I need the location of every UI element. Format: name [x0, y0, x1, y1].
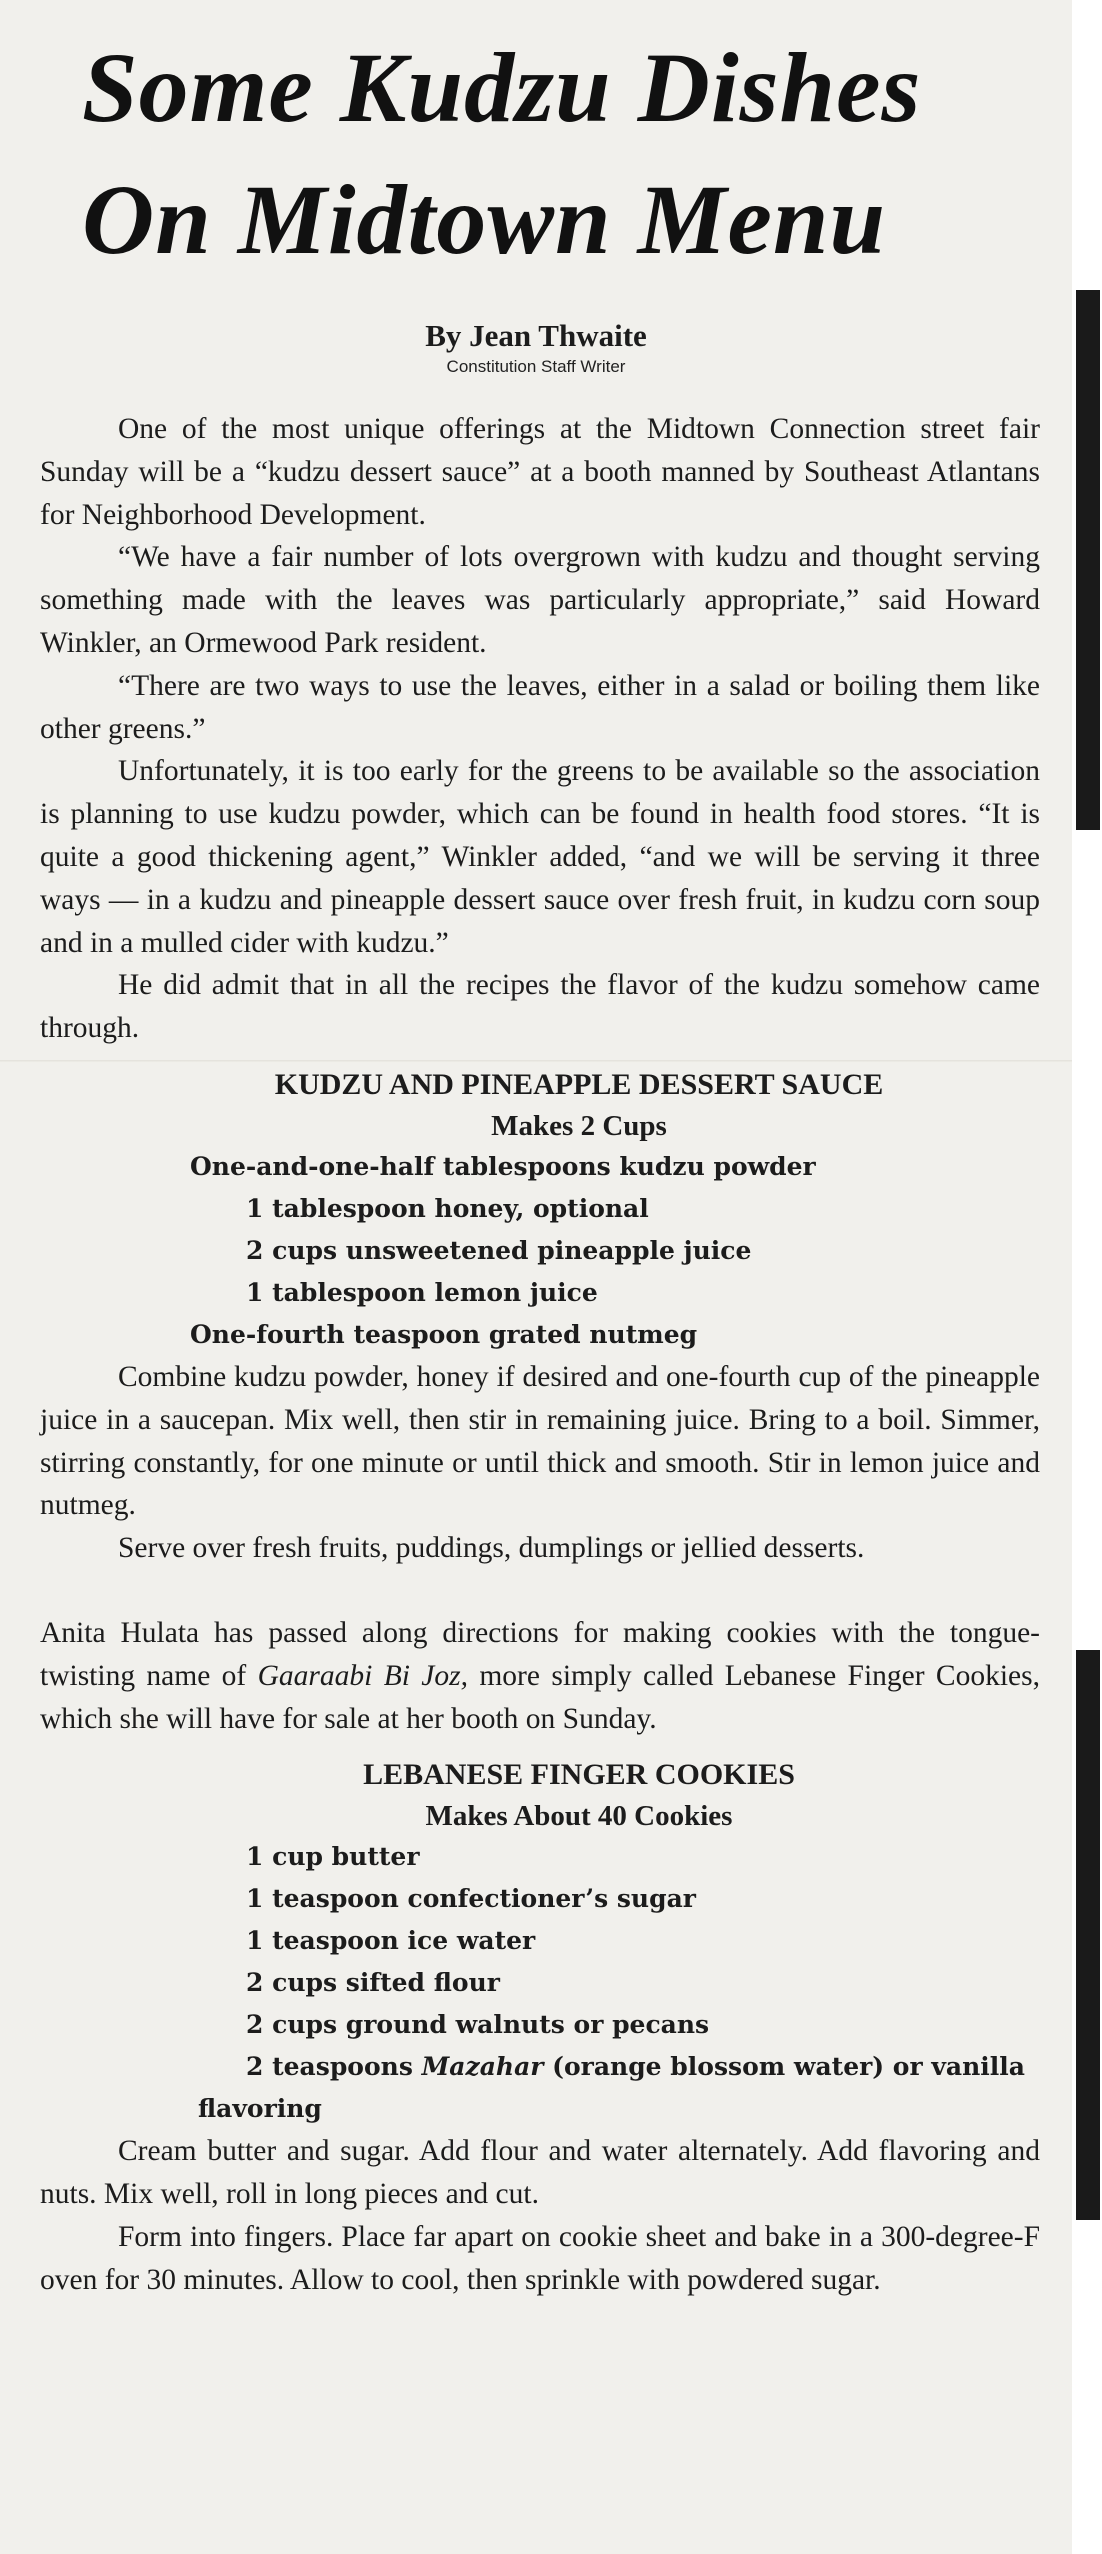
recipe-title: LEBANESE FINGER COOKIES [363, 1758, 795, 1792]
article-body [40, 408, 1040, 2302]
paragraph: “There are two ways to use the leaves, either in a salad or boiling them like other greens.” [40, 669, 1040, 745]
recipe-direction: Cream butter and sugar. Add flour and water alternately. Add flavoring and nuts. Mix well, roll in long pieces and cut. [40, 2135, 1040, 2211]
paragraph: “We have a fair number of lots overgrown with kudzu and thought serving something made with the leaves was particularly appropriate,” said Howard Winkler, an Ormewood Park resident. [40, 541, 1040, 659]
recipe-yield: Makes About 40 Cookies [425, 1800, 733, 1833]
ingredient-text: 2 teaspoons [246, 2052, 422, 2082]
ingredient-continuation: flavoring [198, 2094, 322, 2124]
recipe-direction: Combine kudzu powder, honey if desired and one-fourth cup of the pineapple juice in a saucepan. Mix well, then stir in remaining juice. Bring to a boil. Simmer, stirring constantly, for one minute or until thick and smooth. Stir in lemon juice and nutmeg. [40, 1360, 1040, 1522]
paragraph: One of the most unique offerings at the Midtown Connection street fair Sunday will be a “kudzu dessert sauce” at a booth manned by Southeast Atlantans for Neighborhood Development. [40, 413, 1040, 531]
ingredient: 1 tablespoon lemon juice [246, 1277, 598, 1307]
headline-line-1: Some Kudzu Dishes [82, 32, 922, 143]
recipe-direction: Form into fingers. Place far apart on cookie sheet and bake in a 300-degree-F oven for 30 minutes. Allow to cool, then sprinkle with powdered sugar. [40, 2220, 1040, 2296]
ingredient: 2 cups unsweetened pineapple juice [246, 1235, 752, 1265]
ingredient: 1 teaspoon confectioner’s sugar [246, 1884, 696, 1914]
ingredient: 1 cup butter [246, 1842, 420, 1872]
ingredient: 1 tablespoon honey, optional [246, 1193, 649, 1223]
ingredient [40, 2046, 1040, 2088]
cookie-name: Gaaraabi Bi Joz, [257, 1659, 468, 1692]
headline [82, 22, 1062, 286]
ingredient: 2 cups sifted flour [246, 1968, 500, 1998]
interlude-text: Anita Hulata has passed along directions for making cookies with the tongue-twisting name of [40, 1616, 1040, 1692]
byline: By Jean Thwaite [425, 318, 647, 353]
recipe-direction: Serve over fresh fruits, puddings, dumplings or jellied desserts. [118, 1532, 865, 1565]
ingredient-text: (orange blossom water) or vanilla [543, 2052, 1025, 2082]
paragraph [40, 1612, 1040, 1740]
paragraph: Unfortunately, it is too early for the greens to be available so the association is planning to use kudzu powder, which can be found in health food stores. “It is quite a good thickening agent,” Winkler added, “and we will be serving it three ways — in a kudzu and pineapple dessert sauce over fresh fruit, in kudzu corn soup and in a mulled cider with kudzu.” [40, 755, 1040, 959]
scan-edge-shadow [1076, 290, 1100, 830]
ingredient: One-fourth teaspoon grated nutmeg [190, 1319, 698, 1349]
ingredient: 2 cups ground walnuts or pecans [246, 2010, 710, 2040]
recipe-yield: Makes 2 Cups [491, 1109, 667, 1142]
ingredient: 1 teaspoon ice water [246, 1926, 536, 1956]
ingredient: One-and-one-half tablespoons kudzu powder [190, 1151, 816, 1181]
interlude-text: more simply called Lebanese Finger Cookies, which she will have for sale at her booth on Sunday. [40, 1659, 1040, 1735]
headline-line-2: On Midtown Menu [82, 164, 887, 275]
paragraph: He did admit that in all the recipes the flavor of the kudzu somehow came through. [40, 969, 1040, 1045]
ingredient-italic: Mazahar [421, 2052, 544, 2082]
scan-edge-shadow [1076, 1650, 1100, 2220]
recipe-title: KUDZU AND PINEAPPLE DESSERT SAUCE [274, 1067, 884, 1101]
staff-credit: Constitution Staff Writer [446, 357, 626, 376]
